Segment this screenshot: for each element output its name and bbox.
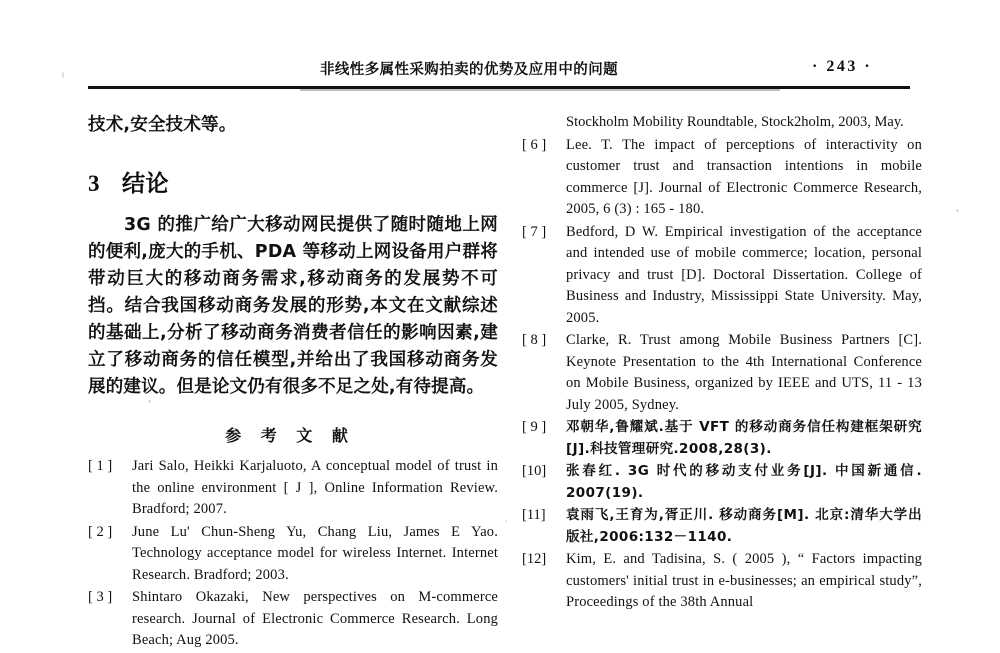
scan-speckle [62,72,64,78]
section-title: 结论 [122,171,169,197]
reference-marker: [10] [522,463,547,479]
reference-marker: [ 6 ] [522,136,547,153]
reference-marker: [ 1 ] [88,458,113,474]
reference-list-left [88,456,498,652]
reference-marker: [ 2 ] [88,523,113,540]
reference-text: 张春红. 3G 时代的移动支付业务[J]. 中国新通信. 2007(19). [566,463,922,501]
reference-text: 袁雨飞,王育为,胥正川. 移动商务[M]. 北京:清华大学出版社,2006:132－1140. [566,507,922,545]
reference-entry [522,330,922,416]
right-column [522,112,922,615]
header-divider-shadow [300,89,780,91]
left-column [88,112,498,653]
reference-marker: [ 3 ] [88,589,113,605]
reference-entry [88,456,498,521]
reference-marker: [ 7 ] [522,223,547,240]
reference-entry [522,135,922,221]
references-heading: 参 考 文 献 [225,426,355,445]
reference-entry [522,461,922,504]
continued-paragraph: 技术,安全技术等。 [88,115,237,135]
reference-text: Shintaro Okazaki, New perspectives on M-commerce research. Journal of Electronic Commerce Research. Long Beach; Aug 2005. [132,589,498,648]
reference-text: Lee. T. The impact of perceptions of interactivity on customer trust and transaction intentions in mobile commerce [J]. Journal of Electronic Commerce Research, 2005, 6 (3) : 165 - 180. [566,136,922,217]
reference-list-right [522,135,922,614]
scan-speckle [956,209,959,212]
running-header [0,58,1000,96]
scan-speckle [148,400,151,403]
reference-entry [522,417,922,460]
reference-entry [88,587,498,652]
reference-entry [522,549,922,614]
reference-marker: [ 9 ] [522,419,547,435]
reference-text: 邓朝华,鲁耀斌.基于 VFT 的移动商务信任构建框架研究[J].科技管理研究.2008,28(3). [566,419,922,457]
page-number: · 243 · [812,58,873,75]
reference-marker: [ 8 ] [522,332,547,348]
reference-entry [522,222,922,330]
section-number: 3 [88,171,100,196]
reference-text: Clarke, R. Trust among Mobile Business Partners [C]. Keynote Presentation to the 4th International Conference on Mobile Business, organized by IEEE and UTS, 11 - 13 July 2005, Sydney. [566,332,922,413]
continued-reference-text: Stockholm Mobility Roundtable, Stock2holm, 2003, May. [566,114,904,130]
reference-text: Kim, E. and Tadisina, S. ( 2005 ), “ Factors impacting customers' initial trust in e-businesses; an empirical study”, Proceedings of the 38th Annual [566,551,922,610]
reference-entry [88,522,498,587]
conclusion-paragraph: 3G 的推广给广大移动网民提供了随时随地上网的便利,庞大的手机、PDA 等移动上网设备用户群将带动巨大的移动商务需求,移动商务的发展势不可挡。结合我国移动商务发展的形势,本文在文献综述的基础上,分析了移动商务消费者信任的影响因素,建立了移动商务的信任模型,并给出了我国移动商务发展的建议。但是论文仍有很多不足之处,有待提高。 [88,215,498,397]
reference-text: Bedford, D W. Empirical investigation of the acceptance and intended use of mobile commerce; location, personal privacy and trust [D]. Doctoral Dissertation. College of Business and Industry, Mississippi State University. May, 2005. [566,223,922,326]
scan-speckle [505,520,507,522]
page-title: 非线性多属性采购拍卖的优势及应用中的问题 [320,62,618,78]
reference-entry [522,505,922,548]
reference-text: June Lu' Chun-Sheng Yu, Chang Liu, James E Yao. Technology acceptance model for wireless Internet. Internet Research. Bradford; 2003. [132,523,498,583]
section-heading-conclusion [88,165,498,198]
reference-text: Jari Salo, Heikki Karjaluoto, A conceptual model of trust in the online environment [ J ], Online Information Review. Bradford; 2007. [132,458,498,517]
reference-marker: [11] [522,507,546,523]
reference-marker: [12] [522,551,547,567]
